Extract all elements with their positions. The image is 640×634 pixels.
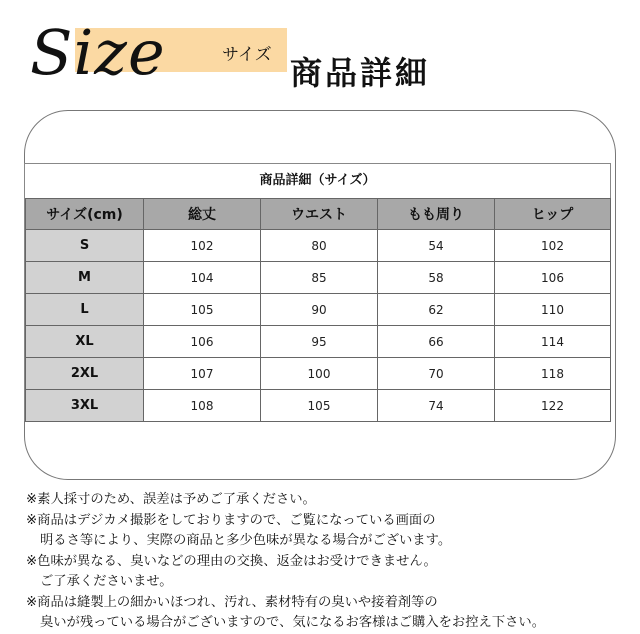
cell-length: 104 [144,262,261,294]
column-header-hip: ヒップ [495,199,611,230]
header [0,0,640,110]
cell-length: 106 [144,326,261,358]
size-table [25,198,611,422]
cell-thigh: 54 [378,230,495,262]
note-line: ※素人採寸のため、誤差は予めご了承ください。 [26,492,316,507]
size-label: S [26,230,144,262]
size-script-heading: Size [30,16,166,89]
cell-thigh: 70 [378,358,495,390]
cell-thigh: 62 [378,294,495,326]
cell-waist: 80 [261,230,378,262]
note-line: ※色味が異なる、臭いなどの理由の交換、返金はお受けできません。 [26,553,437,569]
cell-hip: 118 [495,358,611,390]
column-header-length: 総丈 [144,199,261,230]
cell-waist: 105 [261,390,378,422]
table-row [26,262,611,294]
size-label: M [26,262,144,294]
size-table-container [24,163,611,421]
cell-hip: 106 [495,262,611,294]
table-row [26,358,611,390]
notes-section [26,490,626,634]
cell-hip: 110 [495,294,611,326]
cell-thigh: 74 [378,390,495,422]
size-label: L [26,294,144,326]
cell-hip: 122 [495,390,611,422]
cell-thigh: 66 [378,326,495,358]
cell-length: 105 [144,294,261,326]
table-row [26,326,611,358]
size-label: 2XL [26,358,144,390]
table-row [26,294,611,326]
table-header-row [26,199,611,230]
cell-thigh: 58 [378,262,495,294]
cell-length: 107 [144,358,261,390]
size-kana-label: サイズ [222,45,272,65]
note-line: ご了承くださいませ。 [40,574,173,589]
table-row [26,390,611,422]
note-line: ※商品は縫製上の細かいほつれ、汚れ、素材特有の臭いや接着剤等の [26,594,438,610]
note-line: 臭いが残っている場合がございますので、気になるお客様はご購入をお控え下さい。 [40,615,546,630]
cell-waist: 100 [261,358,378,390]
size-label: 3XL [26,390,144,422]
cell-waist: 90 [261,294,378,326]
column-header-thigh: もも周り [378,199,495,230]
cell-length: 102 [144,230,261,262]
table-row [26,230,611,262]
cell-hip: 102 [495,230,611,262]
table-caption: 商品詳細（サイズ） [259,173,376,188]
page-title: 商品詳細 [290,54,431,92]
cell-length: 108 [144,390,261,422]
cell-hip: 114 [495,326,611,358]
column-header-waist: ウエスト [261,199,378,230]
column-header-size: サイズ(cm) [26,199,144,230]
cell-waist: 85 [261,262,378,294]
size-label: XL [26,326,144,358]
note-line: 明るさ等により、実際の商品と多少色味が異なる場合がございます。 [40,533,452,548]
cell-waist: 95 [261,326,378,358]
note-line: ※商品はデジカメ撮影をしておりますので、ご覧になっている画面の [26,512,436,528]
